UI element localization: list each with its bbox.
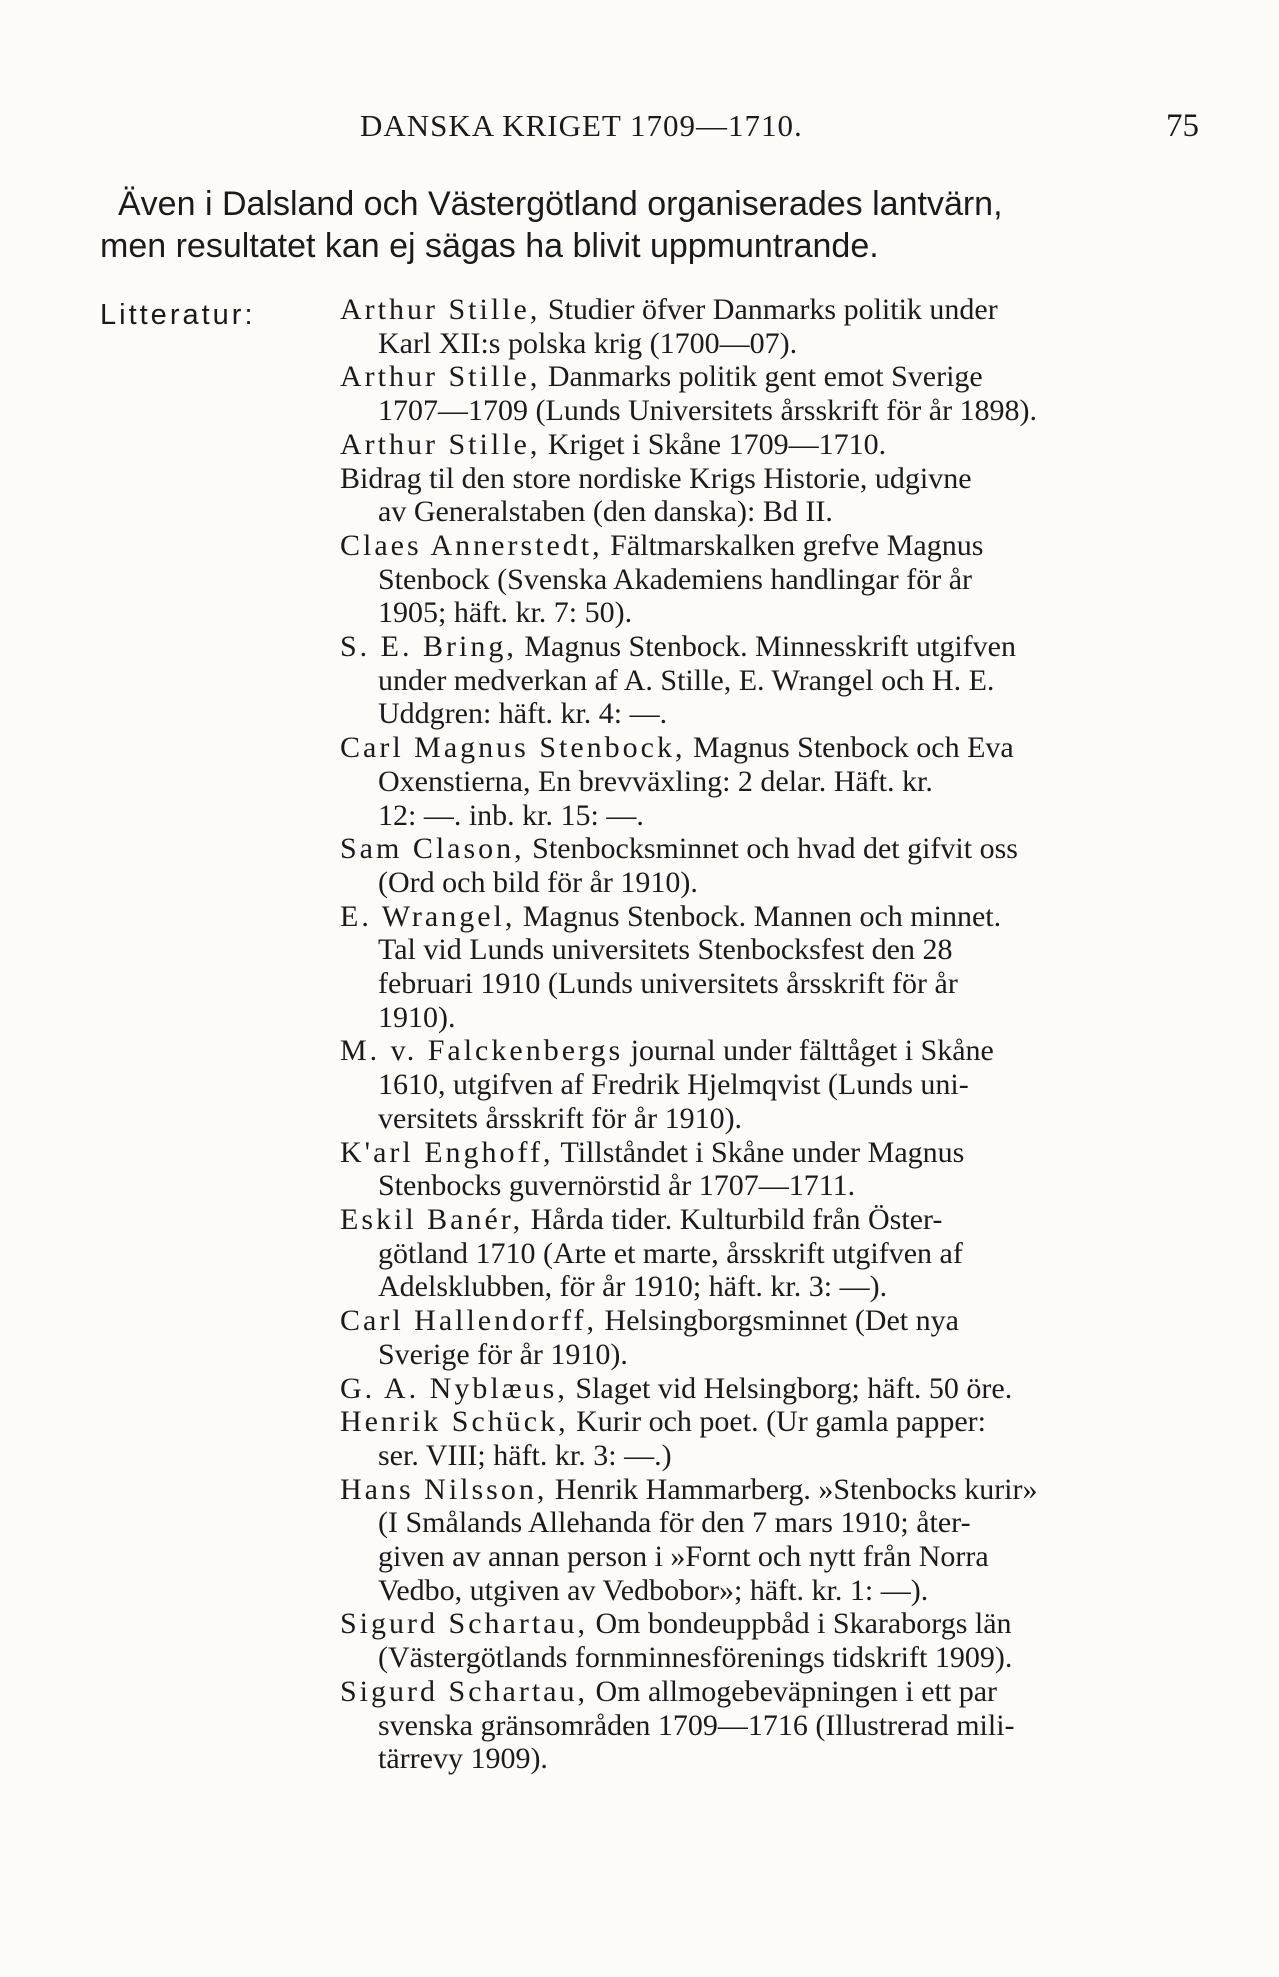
reference-text: Uddgren: häft. kr. 4: —. [378,697,668,731]
literature-label: Litteratur: [100,299,256,331]
reference-line [340,596,1210,630]
reference-entry [340,529,1210,630]
reference-author: Hans Nilsson, [340,1472,548,1506]
reference-text: Tillståndet i Skåne under Magnus [560,1135,965,1169]
reference-line [340,1641,1210,1675]
reference-text: (I Smålands Allehanda för den 7 mars 1910; åter- [378,1506,971,1540]
reference-text: Sverige för år 1910). [378,1337,628,1371]
reference-text: Om bondeuppbåd i Skaraborgs län [595,1607,1012,1641]
reference-text: (Ord och bild för år 1910). [378,865,698,899]
reference-text: under medverkan af A. Stille, E. Wrangel och H. E. [378,663,995,697]
reference-entry [340,293,1210,360]
reference-text: Hårda tider. Kulturbild från Öster- [530,1202,943,1236]
reference-line [340,731,1210,765]
reference-text: svenska gränsområden 1709—1716 (Illustrerad mili- [378,1708,1015,1742]
reference-text: Magnus Stenbock. Mannen och minnet. [522,899,1002,933]
reference-list [340,293,1210,1776]
reference-line [340,327,1210,361]
reference-text: Helsingborgsminnet (Det nya [604,1304,959,1338]
reference-author: M. v. Falckenbergs [340,1034,624,1068]
reference-text: Karl XII:s polska krig (1700—07). [378,326,798,360]
reference-text: Bidrag til den store nordiske Krigs Historie, udgivne [340,461,972,495]
reference-text: ser. VIII; häft. kr. 3: —.) [378,1438,672,1472]
reference-line [340,1506,1210,1540]
reference-author: K'arl Enghoff, [340,1135,554,1169]
reference-author: Arthur Stille, [340,360,541,394]
reference-author: S. E. Bring, [340,630,517,664]
reference-entry [340,462,1210,529]
reference-entry [340,428,1210,462]
reference-text: Vedbo, utgiven av Vedbobor»; häft. kr. 1: —). [378,1573,929,1607]
reference-text: Stenbocks guvernörstid år 1707—1711. [378,1169,856,1203]
reference-line [340,1169,1210,1203]
reference-text: Studier öfver Danmarks politik under [547,293,998,326]
reference-line [340,799,1210,833]
reference-entry [340,900,1210,1035]
reference-line [340,1338,1210,1372]
reference-entry [340,1607,1210,1674]
reference-line [340,1102,1210,1136]
reference-text: Henrik Hammarberg. »Stenbocks kurir» [554,1472,1038,1506]
reference-author: E. Wrangel, [340,899,516,933]
reference-text: februari 1910 (Lunds universitets årsskrift för år [378,967,958,1001]
reference-entry [340,1405,1210,1472]
reference-text: Stenbock (Svenska Akademiens handlingar för år [378,562,973,596]
reference-text: götland 1710 (Arte et marte, årsskrift utgifven af [378,1236,963,1270]
reference-text: versitets årsskrift för år 1910). [378,1101,743,1135]
reference-line [340,1439,1210,1473]
reference-entry [340,1136,1210,1203]
reference-text: 1910). [378,1000,456,1034]
reference-line [340,1405,1210,1439]
reference-text: Kurir och poet. (Ur gamla papper: [576,1405,986,1439]
intro-line: Även i Dalsland och Västergötland organiserades lantvärn, [118,185,1003,223]
reference-line [340,428,1210,462]
reference-text: Magnus Stenbock. Minnesskrift utgifven [524,630,1016,664]
reference-line [340,630,1210,664]
reference-text: given av annan person i »Fornt och nytt från Norra [378,1540,989,1574]
reference-author: Sigurd Schartau, [340,1607,588,1641]
reference-text: 1905; häft. kr. 7: 50). [378,596,633,630]
reference-line [340,933,1210,967]
reference-entry [340,1203,1210,1304]
reference-line [340,1372,1210,1406]
reference-entry [340,832,1210,899]
reference-line [340,866,1210,900]
reference-author: Eskil Banér, [340,1202,524,1236]
reference-line [340,1068,1210,1102]
reference-text: Fältmarskalken grefve Magnus [610,528,984,562]
intro-line: men resultatet kan ej sägas ha blivit uppmuntrande. [100,227,879,265]
reference-line [340,967,1210,1001]
reference-author: Sam Clason, [340,832,525,866]
reference-text: Kriget i Skåne 1709—1710. [547,427,887,461]
reference-text: Stenbocksminnet och hvad det gifvit oss [532,832,1018,866]
reference-line [340,1034,1210,1068]
reference-entry [340,731,1210,832]
reference-text: Danmarks politik gent emot Sverige [547,360,983,394]
page-number: 75 [1166,108,1199,144]
reference-entry [340,1372,1210,1406]
reference-line [340,1607,1210,1641]
reference-line [340,1304,1210,1338]
reference-text: Tal vid Lunds universitets Stenbocksfest den 28 [378,933,953,967]
reference-text: tärrevy 1909). [378,1742,548,1776]
intro-paragraph [100,183,1200,267]
reference-entry [340,1675,1210,1776]
reference-text: Adelsklubben, för år 1910; häft. kr. 3: —). [378,1270,888,1304]
reference-line [340,495,1210,529]
reference-entry [340,630,1210,731]
reference-author: G. A. Nyblæus, [340,1371,568,1405]
reference-text: Oxenstierna, En brevväxling: 2 delar. Häft. kr. [378,764,933,798]
reference-line [340,1574,1210,1608]
reference-author: Claes Annerstedt, [340,528,603,562]
reference-text: 1707—1709 (Lunds Universitets årsskrift för år 1898). [378,394,1038,428]
reference-line [340,765,1210,799]
reference-text: journal under fälttåget i Skåne [630,1034,994,1068]
reference-text: av Generalstaben (den danska): Bd II. [378,495,833,529]
reference-text: 12: —. inb. kr. 15: —. [378,798,644,832]
reference-text: 1610, utgifven af Fredrik Hjelmqvist (Lunds uni- [378,1068,969,1102]
reference-author: Carl Hallendorff, [340,1304,598,1338]
reference-line [340,664,1210,698]
running-title: DANSKA KRIGET 1709—1710. [360,108,803,143]
reference-entry [340,1304,1210,1371]
reference-text: Slaget vid Helsingborg; häft. 50 öre. [575,1371,1013,1405]
reference-line [340,1473,1210,1507]
reference-entry [340,360,1210,427]
reference-text: (Västergötlands fornminnesförenings tidskrift 1909). [378,1641,1013,1675]
reference-line [340,697,1210,731]
reference-author: Arthur Stille, [340,427,541,461]
reference-entry [340,1034,1210,1135]
reference-line [340,1709,1210,1743]
reference-line [340,394,1210,428]
reference-line [340,563,1210,597]
reference-line [340,900,1210,934]
reference-line [340,1001,1210,1035]
reference-line [340,462,1210,496]
reference-line [340,1237,1210,1271]
reference-text: Om allmogebeväpningen i ett par [595,1674,998,1708]
reference-line [340,529,1210,563]
reference-line [340,1136,1210,1170]
reference-line [340,1203,1210,1237]
reference-author: Henrik Schück, [340,1405,569,1439]
reference-line [340,1540,1210,1574]
page-header [0,108,1279,152]
reference-text: Magnus Stenbock och Eva [692,731,1014,765]
reference-author: Sigurd Schartau, [340,1674,588,1708]
reference-author: Arthur Stille, [340,293,541,326]
reference-entry [340,1473,1210,1608]
reference-line [340,293,1210,327]
reference-line [340,1675,1210,1709]
reference-author: Carl Magnus Stenbock, [340,731,686,765]
reference-line [340,360,1210,394]
reference-line [340,1742,1210,1776]
reference-line [340,832,1210,866]
reference-line [340,1270,1210,1304]
